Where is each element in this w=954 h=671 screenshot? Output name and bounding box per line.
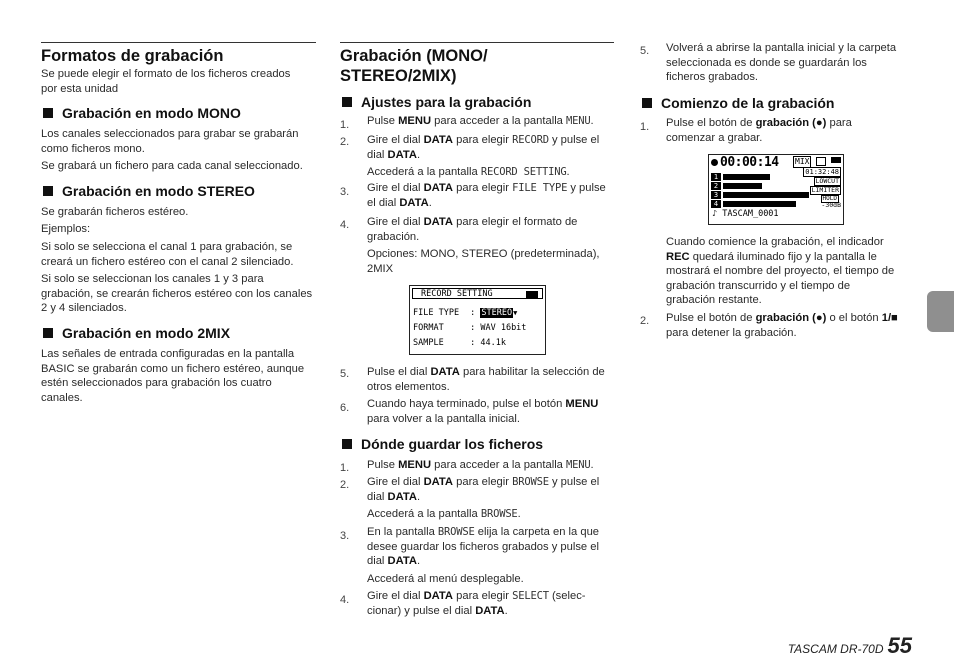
- project-name: ♪ TASCAM_0001: [712, 209, 779, 219]
- stereo-p2: Ejemplos:: [41, 223, 91, 235]
- chapter-tab: [927, 291, 954, 332]
- lowcut-badge: LOWCUT: [815, 177, 839, 185]
- page-footer: [788, 633, 912, 659]
- ajustes-step-3: Gire el dial DATA para elegir FILE TYPE y pulse el dial DATA.: [367, 182, 606, 209]
- heading-2mix: [41, 324, 230, 342]
- battery-icon: [831, 157, 841, 163]
- ajustes-step-2: Gire el dial DATA para elegir RECORD y pulse el dial DATA.: [367, 134, 600, 161]
- ajustes-step-5: Pulse el dial DATA para habilitar la selección de otros elementos.: [367, 366, 605, 393]
- channel-label: 4: [711, 200, 721, 208]
- channel-label: 3: [711, 191, 721, 199]
- ajustes-step-4: Gire el dial DATA para elegir el formato de grabación.: [367, 216, 578, 243]
- page-number: 55: [887, 633, 912, 658]
- square-bullet-icon: [43, 108, 53, 118]
- level-bar: [723, 174, 770, 180]
- meter-row: [711, 191, 809, 199]
- step-number: 3.: [340, 186, 350, 198]
- meter-row: [711, 200, 796, 208]
- comienzo-step-1: Pulse el botón de grabación (●) para comenzar a grabar.: [666, 117, 852, 144]
- donde-step-2-note: Accederá a la pantalla BROWSE.: [367, 508, 521, 520]
- db-readout: -30dB: [821, 201, 841, 209]
- channel-label: 1: [711, 173, 721, 181]
- donde-step-1: Pulse MENU para acceder a la pantalla MENU.: [367, 459, 594, 471]
- donde-step-2: Gire el dial DATA para elegir BROWSE y pulse el dial DATA.: [367, 476, 600, 503]
- square-bullet-icon: [342, 97, 352, 107]
- ajustes-step-1: Pulse MENU para acceder a la pantalla MENU.: [367, 115, 594, 127]
- stereo-p1: Se grabarán ficheros estéreo.: [41, 206, 189, 218]
- section-title-grabacion: [340, 42, 614, 86]
- channel-label: 2: [711, 182, 721, 190]
- donde-step-3-note: Accederá al menú desplegable.: [367, 573, 524, 585]
- footer-model: TASCAM DR-70D: [787, 642, 884, 656]
- comienzo-note: Cuando comience la grabación, el indicador REC quedará iluminado fijo y la pantalla le mostrará el nombre del proyecto, el tiempo de grabación transcurrido y el tiempo de grabación restante.: [666, 236, 895, 306]
- heading-comienzo: [640, 94, 834, 112]
- meter-row: [711, 182, 762, 190]
- step-number: 2.: [340, 479, 350, 491]
- heading-ajustes-text: Ajustes para la grabación: [361, 94, 532, 110]
- square-bullet-icon: [43, 328, 53, 338]
- level-bar: [723, 192, 809, 198]
- screen-rows: FILE TYPE : STEREO▼ FORMAT : WAV 16bit SAMPLE : 44.1k: [413, 308, 527, 348]
- note-icon: ♪: [712, 209, 718, 219]
- ajustes-step-6: Cuando haya terminado, pulse el botón MENU para volver a la pantalla inicial.: [367, 398, 599, 425]
- step-number: 2.: [640, 315, 650, 327]
- heading-comienzo-text: Comienzo de la grabación: [661, 95, 835, 111]
- step-number: 4.: [340, 219, 350, 231]
- donde-step-4: Gire el dial DATA para elegir SELECT (selec-cionar) y pulse el dial DATA.: [367, 590, 586, 617]
- heading-donde-text: Dónde guardar los ficheros: [361, 436, 544, 452]
- ajustes-step-2-note: Accederá a la pantalla RECORD SETTING.: [367, 166, 570, 178]
- step-number: 5.: [340, 368, 350, 380]
- title-line2: STEREO/2MIX): [340, 67, 457, 85]
- heading-stereo: [41, 182, 255, 200]
- recording-screen: [708, 154, 844, 225]
- heading-stereo-text: Grabación en modo STEREO: [62, 183, 255, 199]
- square-bullet-icon: [342, 439, 352, 449]
- record-dot-icon: [711, 159, 718, 166]
- selected-value: STEREO: [481, 308, 513, 318]
- title-line1: Grabación (MONO/: [340, 47, 488, 65]
- comienzo-step-2: Pulse el botón de grabación (●) o el botón 1/■ para detener la grabación.: [666, 312, 898, 339]
- step-number: 1.: [340, 119, 350, 131]
- limiter-badge: LIMITER: [811, 186, 839, 194]
- step-number: 3.: [340, 530, 350, 542]
- step-number: 4.: [340, 594, 350, 606]
- square-bullet-icon: [43, 186, 53, 196]
- mode-badge: MIX: [795, 157, 810, 166]
- step-number: 1.: [340, 462, 350, 474]
- battery-icon: [526, 291, 538, 299]
- step-number: 5.: [640, 45, 650, 57]
- intro-text: Se puede elegir el formato de los ficheros creados por esta unidad: [41, 68, 291, 95]
- remaining-time: 01:32:48: [805, 168, 839, 176]
- stereo-p4: Si solo se seleccionan los canales 1 y 3 para grabación, se crearán ficheros estéreo con los canales 2 y 4 silenciados.: [41, 273, 313, 314]
- mix-p1: Las señales de entrada configuradas en la pantalla BASIC se grabarán como un fichero estéreo, aunque estén seleccionados para grabación los cuatro canales.: [41, 348, 305, 404]
- section-title-formatos: Formatos de grabación: [41, 42, 316, 66]
- step-number: 1.: [640, 121, 650, 133]
- phantom-icon: [816, 157, 826, 166]
- heading-donde: [340, 435, 543, 453]
- mono-p2: Se grabará un fichero para cada canal seleccionado.: [41, 160, 303, 172]
- heading-mono-text: Grabación en modo MONO: [62, 105, 241, 121]
- heading-mono: [41, 104, 241, 122]
- level-bar: [723, 201, 796, 207]
- level-bar: [723, 183, 762, 189]
- meter-row: [711, 173, 770, 181]
- heading-2mix-text: Grabación en modo 2MIX: [62, 325, 231, 341]
- step-5-text: Volverá a abrirse la pantalla inicial y la carpeta seleccionada es donde se guardarán los ficheros grabados.: [666, 42, 897, 83]
- donde-step-3: En la pantalla BROWSE elija la carpeta en la que desee guardar los ficheros grabados y pulse el dial DATA.: [367, 526, 600, 567]
- step-number: 6.: [340, 402, 350, 414]
- square-bullet-icon: [642, 98, 652, 108]
- ajustes-step-4-note: Opciones: MONO, STEREO (predeterminada), 2MIX: [367, 248, 600, 275]
- screen-title-bar: RECORD SETTING: [412, 288, 543, 299]
- hold-badge: HOLD: [822, 195, 837, 202]
- stereo-p3: Si solo se selecciona el canal 1 para grabación, se creará un fichero estéreo con el canal 2 silenciado.: [41, 241, 294, 268]
- step-number: 2.: [340, 136, 350, 148]
- mono-p1: Los canales seleccionados para grabar se grabarán como ficheros mono.: [41, 128, 299, 155]
- record-setting-screen: [409, 285, 546, 355]
- heading-ajustes: [340, 93, 531, 111]
- elapsed-time: 00:00:14: [711, 156, 779, 170]
